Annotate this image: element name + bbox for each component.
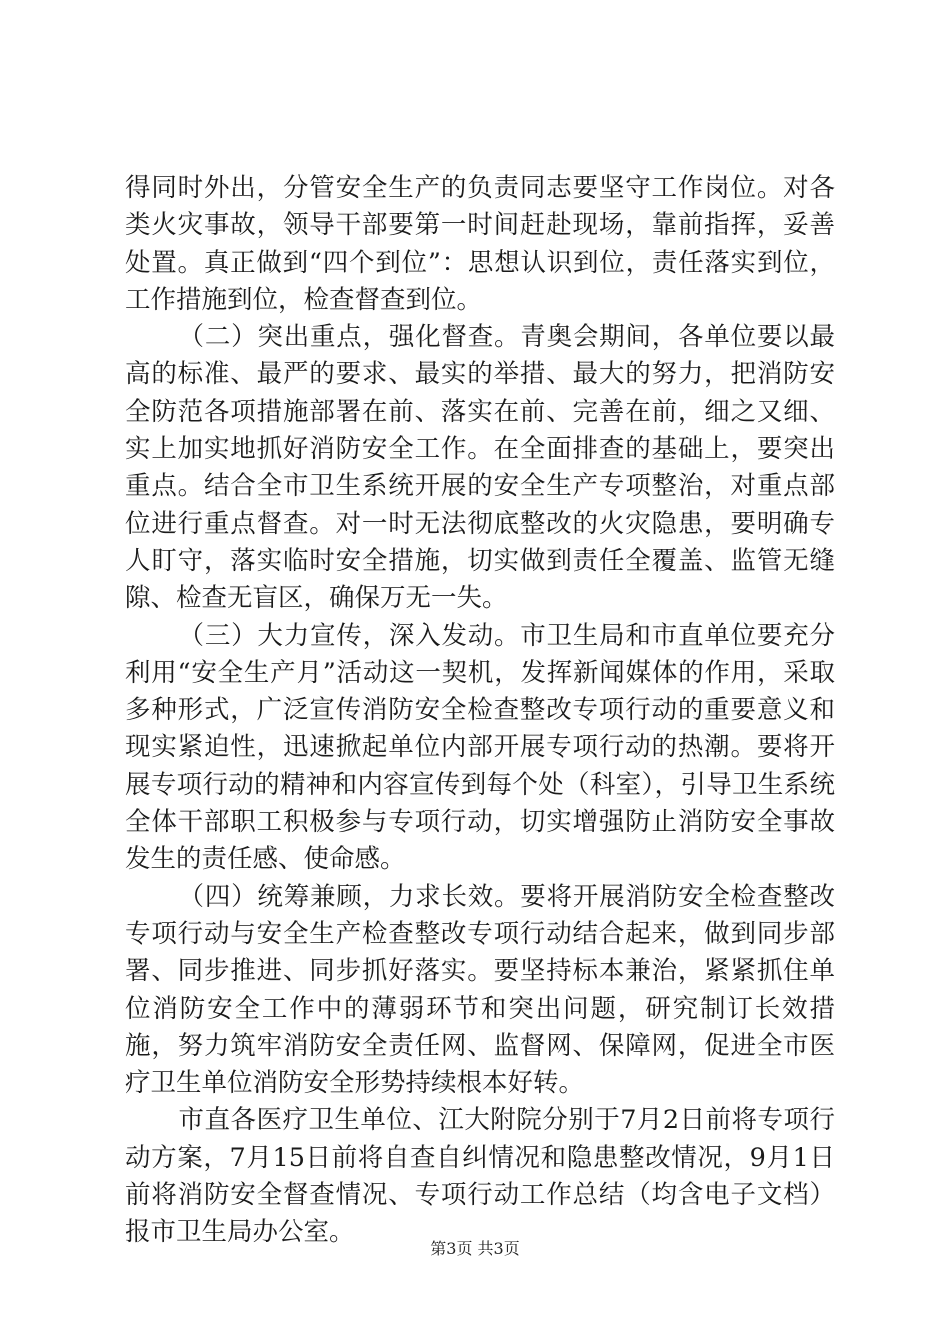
document-body [125, 170, 835, 1252]
paragraph-section-3: （三）大力宣传，深入发动。市卫生局和市直单位要充分利用“安全生产月”活动这一契机，发挥新闻媒体的作用，采取多种形式，广泛宣传消防安全检查整改专项行动的重要意义和现实紧迫性，迅速掀起单位内部开展专项行动的热潮。要将开展专项行动的精神和内容宣传到每个处（科室），引导卫生系统全体干部职工积极参与专项行动，切实增强防止消防安全事故发生的责任感、使命感。 [125, 620, 835, 875]
paragraph-section-4: （四）统筹兼顾，力求长效。要将开展消防安全检查整改专项行动与安全生产检查整改专项行动结合起来，做到同步部署、同步推进、同步抓好落实。要坚持标本兼治，紧紧抓住单位消防安全工作中的薄弱环节和突出问题，研究制订长效措施，努力筑牢消防安全责任网、监督网、保障网，促进全市医疗卫生单位消防安全形势持续根本好转。 [125, 881, 835, 1099]
page-footer: 第3页 共3页 [430, 1239, 520, 1258]
paragraph-section-2: （二）突出重点，强化督查。青奥会期间，各单位要以最高的标准、最严的要求、最实的举措、最大的努力，把消防安全防范各项措施部署在前、落实在前、完善在前，细之又细、实上加实地抓好消防安全工作。在全面排查的基础上，要突出重点。结合全市卫生系统开展的安全生产专项整治，对重点部位进行重点督查。对一时无法彻底整改的火灾隐患，要明确专人盯守，落实临时安全措施，切实做到责任全覆盖、监管无缝隙、检查无盲区，确保万无一失。 [125, 322, 835, 614]
paragraph-closing: 市直各医疗卫生单位、江大附院分别于7月2日前将专项行动方案，7月15日前将自查自纠情况和隐患整改情况，9月1日前将消防安全督查情况、专项行动工作总结（均含电子文档）报市卫生局办公室。 [125, 1105, 835, 1248]
paragraph-continuation: 得同时外出，分管安全生产的负责同志要坚守工作岗位。对各类火灾事故，领导干部要第一时间赶赴现场，靠前指挥，妥善处置。真正做到“四个到位”：思想认识到位，责任落实到位，工作措施到位，检查督查到位。 [125, 173, 835, 315]
